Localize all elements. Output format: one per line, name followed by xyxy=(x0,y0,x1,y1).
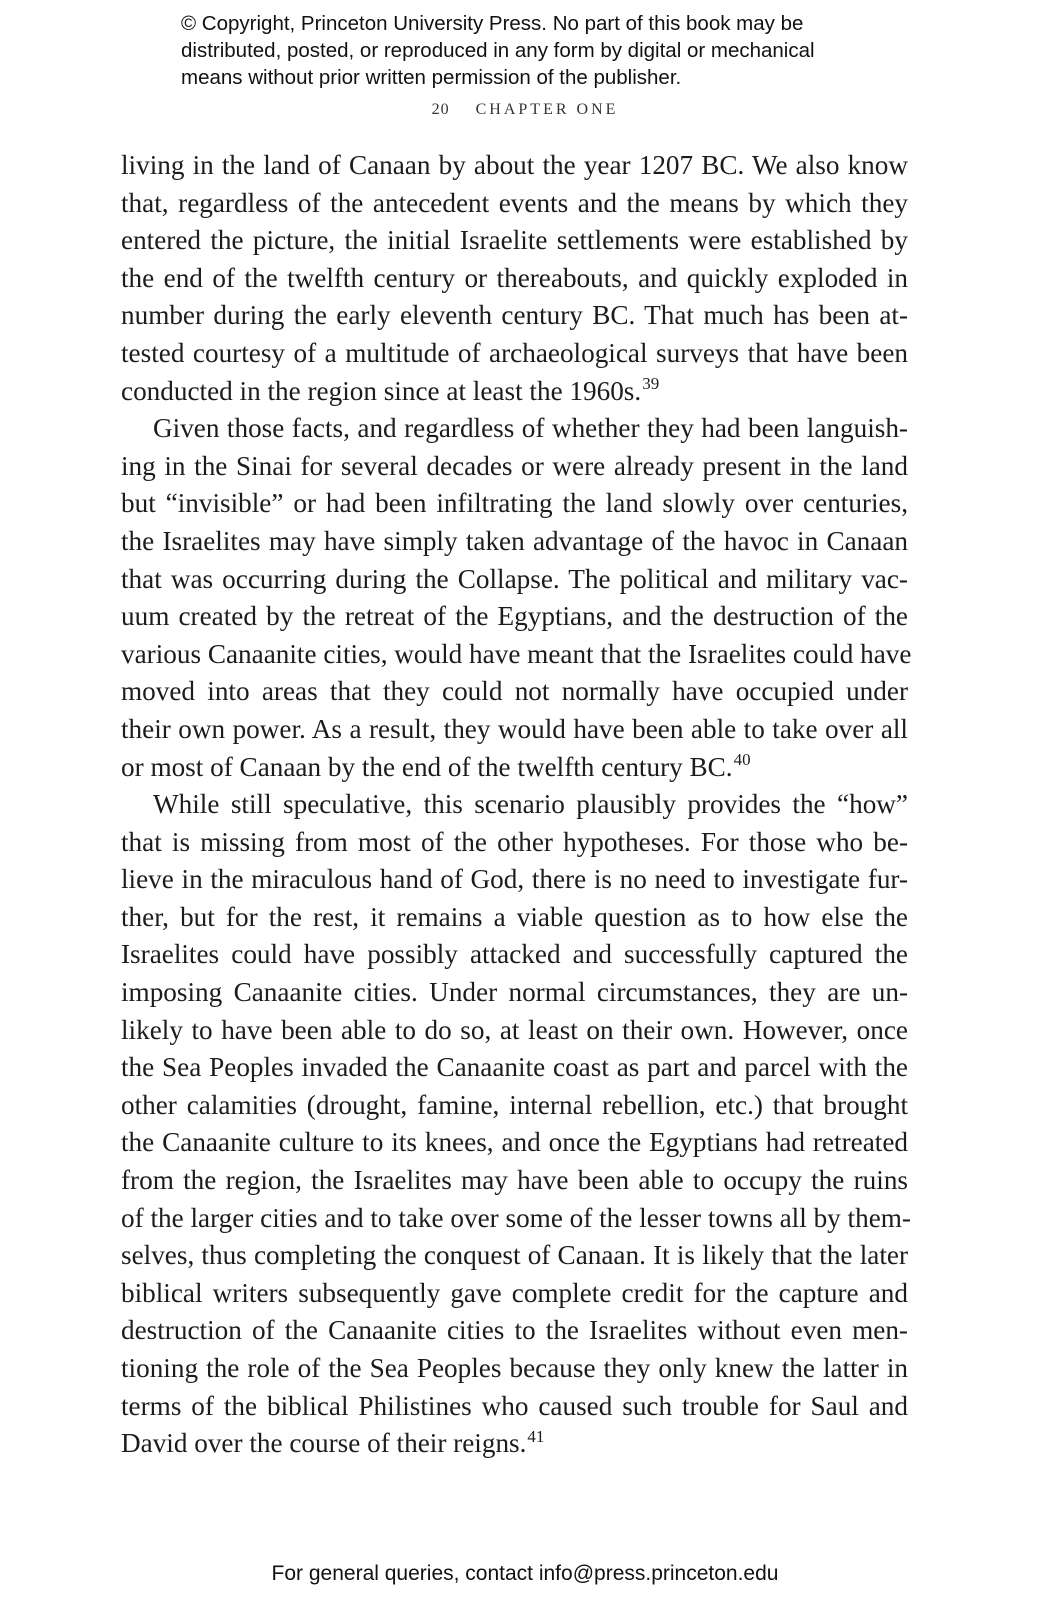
text-line: biblical writers subsequently gave complete credit for the capture and xyxy=(121,1277,908,1308)
body-text xyxy=(121,147,912,1463)
text-line: terms of the biblical Philistines who caused such trouble for Saul and xyxy=(121,1390,908,1421)
text-line: destruction of the Canaanite cities to the Israelites without even men- xyxy=(121,1315,908,1346)
running-head xyxy=(0,101,1050,119)
paragraph xyxy=(121,410,912,786)
copyright-line: © Copyright, Princeton University Press. No part of this book may be xyxy=(181,12,804,35)
paragraph xyxy=(121,147,908,410)
chapter-title: CHAPTER ONE xyxy=(475,101,619,118)
text-line: ther, but for the rest, it remains a viable question as to how else the xyxy=(121,901,908,932)
text-line: from the region, the Israelites may have been able to occupy the ruins xyxy=(121,1165,908,1196)
copyright-notice xyxy=(181,10,901,91)
text-line: the Sea Peoples invaded the Canaanite coast as part and parcel with the xyxy=(121,1052,908,1083)
footnote-marker: 40 xyxy=(733,749,751,769)
text-line-content: David over the course of their reigns. xyxy=(121,1428,527,1459)
text-line: various Canaanite cities, would have meant that the Israelites could have xyxy=(121,638,912,669)
text-line: Given those facts, and regardless of whether they had been languish- xyxy=(153,413,908,444)
text-line: that is missing from most of the other hypotheses. For those who be- xyxy=(121,826,908,857)
paragraph xyxy=(121,786,911,1463)
text-line: of the larger cities and to take over some of the lesser towns all by them- xyxy=(121,1202,911,1233)
text-line: imposing Canaanite cities. Under normal circumstances, they are un- xyxy=(121,977,908,1008)
text-line: uum created by the retreat of the Egyptians, and the destruction of the xyxy=(121,601,908,632)
text-line-content: or most of Canaan by the end of the twelfth century BC. xyxy=(121,751,733,782)
text-line: tioning the role of the Sea Peoples because they only knew the latter in xyxy=(121,1353,908,1383)
text-line: other calamities (drought, famine, internal rebellion, etc.) that brought xyxy=(121,1089,908,1120)
text-line xyxy=(121,1425,908,1463)
text-line: the Israelites may have simply taken advantage of the havoc in Canaan xyxy=(121,525,908,556)
text-line: living in the land of Canaan by about the year 1207 BC. We also know xyxy=(121,150,908,180)
text-line xyxy=(121,749,908,787)
text-line: the Canaanite culture to its knees, and once the Egyptians had retreated xyxy=(121,1127,908,1158)
text-line: but “invisible” or had been infiltrating the land slowly over centuries, xyxy=(121,488,908,519)
copyright-line: means without prior written permission of the publisher. xyxy=(181,66,682,89)
copyright-line: distributed, posted, or reproduced in any form by digital or mechanical xyxy=(181,39,815,62)
footnote-marker: 41 xyxy=(527,1426,545,1446)
text-line: moved into areas that they could not normally have occupied under xyxy=(121,676,908,707)
page-number: 20 xyxy=(431,101,450,118)
text-line: ing in the Sinai for several decades or were already present in the land xyxy=(121,450,908,481)
text-line: While still speculative, this scenario plausibly provides the “how” xyxy=(153,789,908,820)
text-line: selves, thus completing the conquest of Canaan. It is likely that the later xyxy=(121,1240,908,1271)
text-line: that was occurring during the Collapse. The political and military vac- xyxy=(121,563,908,594)
text-line: tested courtesy of a multitude of archaeological surveys that have been xyxy=(121,337,908,368)
text-line-content: conducted in the region since at least the 1960s. xyxy=(121,375,642,406)
text-line: the end of the twelfth century or thereabouts, and quickly exploded in xyxy=(121,262,908,293)
footer-contact: For general queries, contact info@press.princeton.edu xyxy=(271,1562,779,1585)
text-line: their own power. As a result, they would have been able to take over all xyxy=(121,713,908,744)
text-line xyxy=(121,373,908,411)
footnote-marker: 39 xyxy=(642,374,660,394)
text-line: lieve in the miraculous hand of God, there is no need to investigate fur- xyxy=(121,864,908,895)
text-line: likely to have been able to do so, at least on their own. However, once xyxy=(121,1014,908,1045)
text-line: number during the early eleventh century BC. That much has been at- xyxy=(121,300,908,331)
text-line: that, regardless of the antecedent events and the means by which they xyxy=(121,187,908,218)
text-line: entered the picture, the initial Israelite settlements were established by xyxy=(121,225,908,256)
text-line: Israelites could have possibly attacked and successfully captured the xyxy=(121,939,908,970)
